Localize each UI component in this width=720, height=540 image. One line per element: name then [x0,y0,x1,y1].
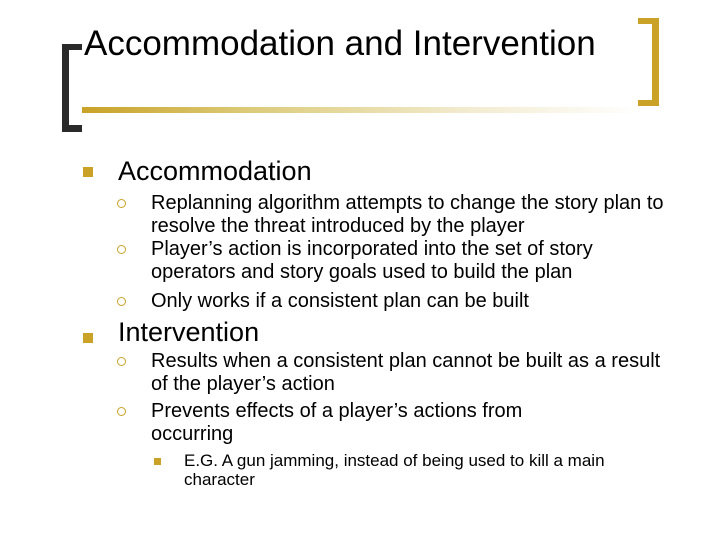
square-bullet-icon [83,333,93,343]
circle-bullet-icon [117,357,126,366]
circle-bullet-icon [117,245,126,254]
bullet-only-works: Only works if a consistent plan can be built [151,290,529,312]
square-bullet-icon [154,458,161,465]
slide-title: Accommodation and Intervention [84,24,596,63]
section-heading-accommodation: Accommodation [118,156,312,186]
bullet-replanning: Replanning algorithm attempts to change the story plan to resolve the threat introduced by the player [151,192,664,237]
subbullet-gun-jamming: E.G. A gun jamming, instead of being used to kill a main character [184,451,605,489]
circle-bullet-icon [117,297,126,306]
circle-bullet-icon [117,199,126,208]
square-bullet-icon [83,167,93,177]
section-heading-intervention: Intervention [118,317,260,347]
bullet-prevents-effects: Prevents effects of a player’s actions from occurring [151,400,523,445]
bullet-player-action-incorporated: Player’s action is incorporated into the set of story operators and story goals used to build the plan [151,238,593,283]
circle-bullet-icon [117,407,126,416]
bullet-results-when: Results when a consistent plan cannot be built as a result of the player’s action [151,350,661,395]
